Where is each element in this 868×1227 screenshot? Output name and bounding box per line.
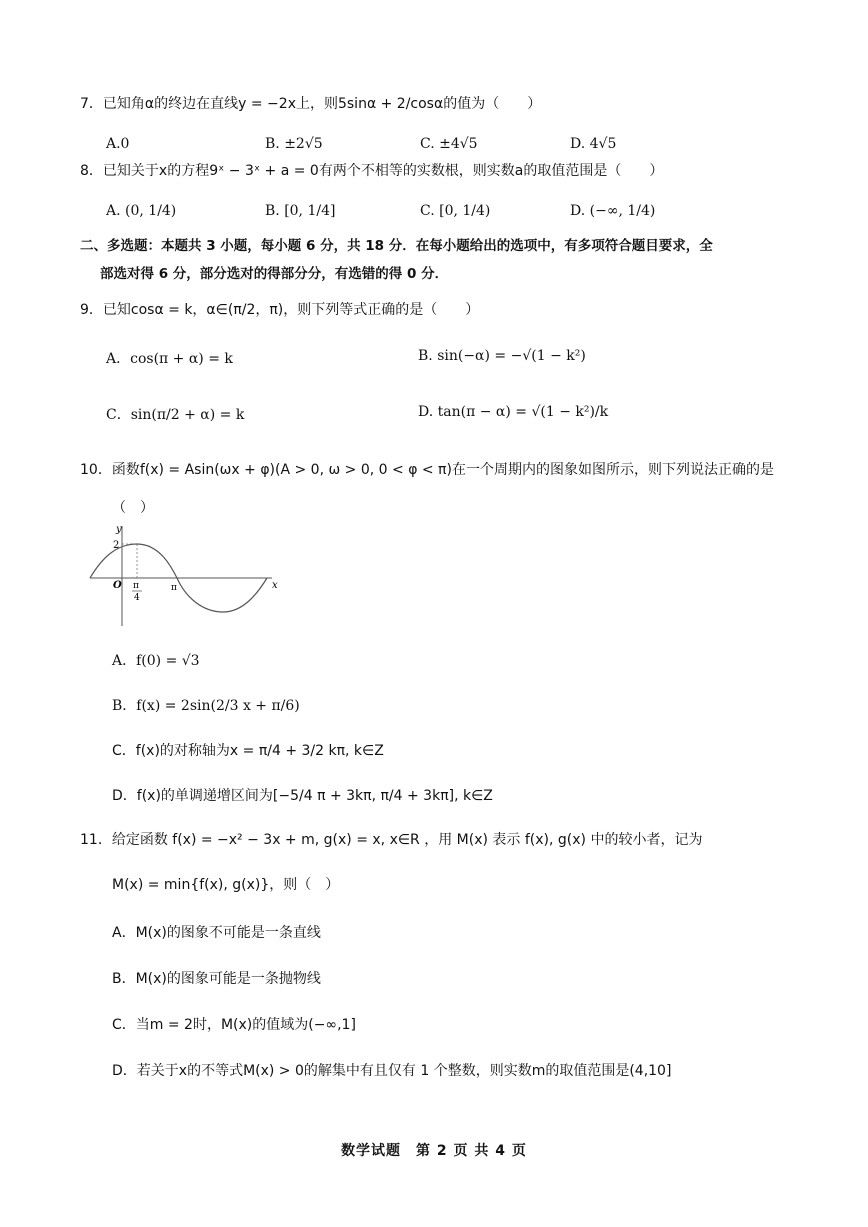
q10-x-tick-1-den: 4 bbox=[134, 593, 140, 603]
q9-option-b: B. sin(−α) = −√(1 − k²) bbox=[418, 348, 586, 364]
q11-option-b: B．M(x)的图象可能是一条抛物线 bbox=[112, 971, 321, 987]
q10-option-b: B．f(x) = 2sin(2/3 x + π/6) bbox=[112, 698, 300, 714]
q10-graph bbox=[86, 522, 286, 632]
q10-stem: 10．函数f(x) = Asin(ωx + φ)(A > 0, ω > 0, 0 < φ < π)在一个周期内的图象如图所示，则下列说法正确的是 bbox=[80, 462, 774, 478]
q10-origin-label: O bbox=[113, 580, 122, 591]
q7-option-d: D. 4√5 bbox=[570, 136, 617, 152]
q8-option-a: A. (0, 1/4) bbox=[106, 203, 177, 219]
q10-option-d: D．f(x)的单调递增区间为[−5/4 π + 3kπ, π/4 + 3kπ], k∈Z bbox=[112, 788, 493, 804]
q9-option-a: A．cos(π + α) = k bbox=[106, 351, 233, 367]
section2-line1: 二、多选题：本题共 3 小题，每小题 6 分，共 18 分．在每小题给出的选项中，有多项符合题目要求，全 bbox=[80, 238, 713, 254]
q11-stem2: M(x) = min{f(x), g(x)}，则（ ） bbox=[112, 877, 340, 893]
q11-stem: 11．给定函数 f(x) = −x² − 3x + m, g(x) = x, x∈R ，用 M(x) 表示 f(x), g(x) 中的较小者，记为 bbox=[80, 832, 703, 848]
q7-option-c: C. ±4√5 bbox=[420, 136, 478, 152]
section2-line2: 部选对得 6 分，部分选对的得部分分，有选错的得 0 分． bbox=[100, 266, 449, 282]
page-footer: 数学试题 第 2 页 共 4 页 bbox=[341, 1143, 527, 1159]
q8-option-b: B. [0, 1/4] bbox=[265, 203, 336, 219]
q11-option-a: A．M(x)的图象不可能是一条直线 bbox=[112, 925, 321, 941]
q8-option-c: C. [0, 1/4) bbox=[420, 203, 491, 219]
q11-option-d: D．若关于x的不等式M(x) > 0的解集中有且仅有 1 个整数，则实数m的取值范围是(4,10] bbox=[112, 1063, 672, 1079]
q10-option-c: C．f(x)的对称轴为x = π/4 + 3/2 kπ, k∈Z bbox=[112, 743, 384, 759]
q10-x-tick-2: π bbox=[171, 583, 177, 593]
q10-x-tick-1-num: π bbox=[133, 581, 139, 591]
q10-x-label: x bbox=[272, 580, 278, 591]
q9-stem: 9．已知cosα = k，α∈(π/2，π)，则下列等式正确的是（ ） bbox=[80, 302, 480, 318]
q8-option-d: D. (−∞, 1/4) bbox=[570, 203, 656, 219]
q9-option-c: C．sin(π/2 + α) = k bbox=[106, 407, 245, 423]
q7-stem: 7．已知角α的终边在直线y = −2x上，则5sinα + 2/cosα的值为（ ） bbox=[80, 96, 542, 112]
q10-y-label: y bbox=[116, 524, 122, 535]
q7-option-b: B. ±2√5 bbox=[265, 136, 323, 152]
q10-y-tick-label: 2 bbox=[113, 540, 120, 551]
q9-option-d: D. tan(π − α) = √(1 − k²)/k bbox=[418, 404, 609, 420]
q11-option-c: C．当m = 2时，M(x)的值域为(−∞,1] bbox=[112, 1017, 356, 1033]
q8-stem: 8．已知关于x的方程9ˣ − 3ˣ + a = 0有两个不相等的实数根，则实数a的取值范围是（ ） bbox=[80, 163, 664, 179]
q10-paren: （ ） bbox=[112, 500, 154, 516]
q10-option-a: A．f(0) = √3 bbox=[112, 653, 200, 669]
q7-option-a: A.0 bbox=[106, 136, 130, 152]
